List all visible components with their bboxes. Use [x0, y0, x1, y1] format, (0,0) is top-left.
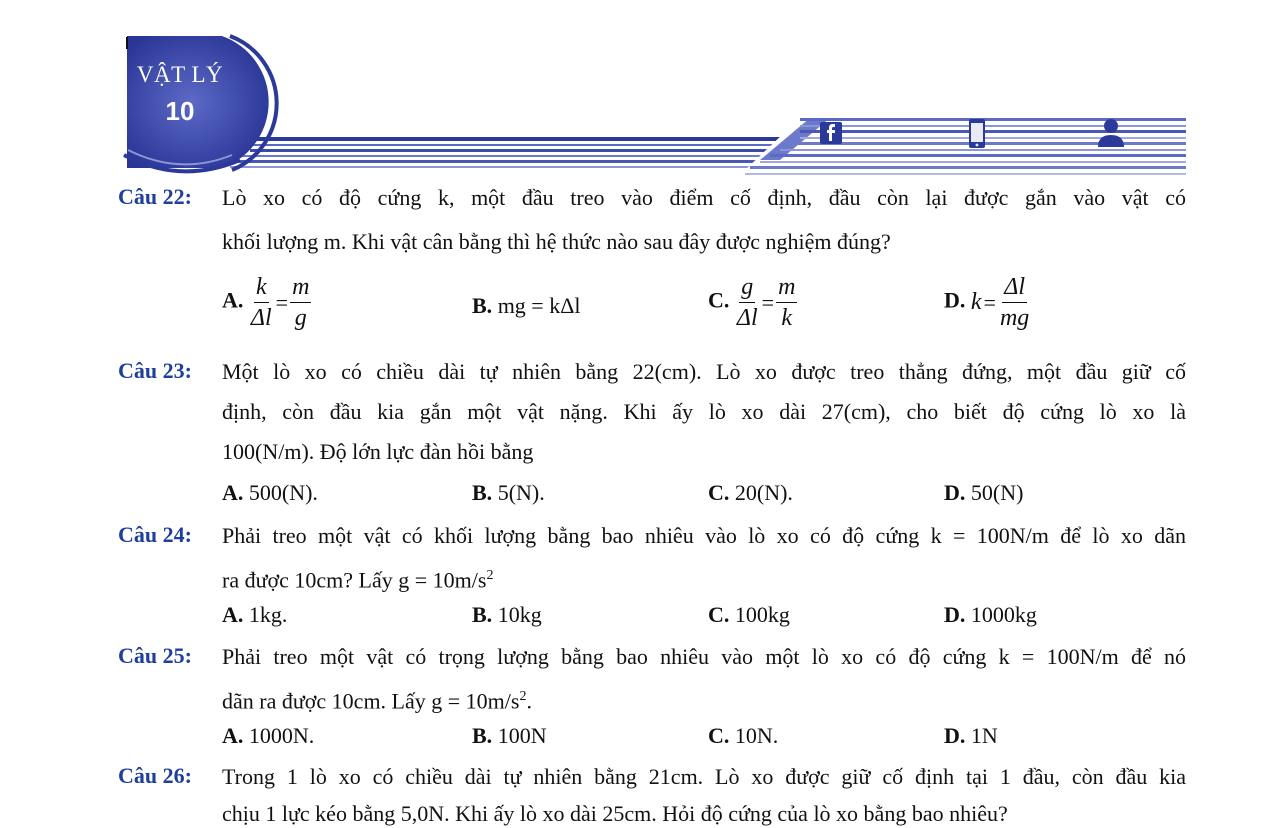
fraction — [735, 272, 760, 333]
option-text: 10kg — [497, 602, 542, 627]
question-text-line — [222, 683, 1186, 715]
option-letter: D. — [944, 723, 966, 748]
option-d[interactable] — [944, 272, 1031, 333]
question-text-line: Một lò xo có chiều dài tự nhiên bằng 22(cm). Lò xo được treo thẳng đứng, một đầu giữ cố — [222, 359, 1186, 384]
option-letter: A. — [222, 602, 244, 627]
equals-sign: = — [761, 289, 775, 315]
variable: k — [970, 289, 982, 315]
denominator: Δl — [250, 305, 272, 331]
option-a[interactable] — [222, 723, 314, 749]
option-a[interactable] — [222, 480, 318, 506]
question-number: Câu 24: — [118, 522, 192, 547]
option-letter: D. — [944, 480, 966, 505]
question-number: Câu 25: — [118, 643, 192, 668]
superscript: 2 — [519, 689, 527, 704]
question-text-line: 100(N/m). Độ lớn lực đàn hồi bằng — [222, 439, 534, 464]
fraction — [249, 272, 274, 333]
option-letter: D. — [944, 287, 966, 313]
question-text-line: Trong 1 lò xo có chiều dài tự nhiên bằng 21cm. Lò xo được giữ cố định tại 1 đầu, còn đầu kia — [222, 764, 1186, 789]
option-letter: C. — [708, 287, 730, 313]
numerator: m — [776, 272, 797, 303]
option-a[interactable] — [222, 272, 311, 333]
option-b[interactable] — [472, 480, 545, 506]
fraction — [290, 272, 311, 333]
text: . — [526, 688, 532, 714]
page-header — [0, 0, 1275, 185]
question-number: Câu 26: — [118, 763, 192, 788]
equals-sign: = — [983, 289, 996, 315]
option-letter: C. — [708, 723, 730, 748]
option-letter: D. — [944, 602, 966, 627]
phone-icon[interactable] — [966, 118, 988, 150]
question-number: Câu 22: — [118, 184, 192, 209]
question-text-line: Lò xo có độ cứng k, một đầu treo vào điểm cố định, đầu còn lại được gắn vào vật có — [222, 185, 1186, 210]
option-text: 100N — [497, 723, 547, 748]
option-text: 500(N). — [248, 480, 318, 505]
option-letter: C. — [708, 480, 730, 505]
question-text-line: chịu 1 lực kéo bằng 5,0N. Khi ấy lò xo dài 25cm. Hỏi độ cứng của lò xo bằng bao nhiêu? — [222, 801, 1008, 826]
option-c[interactable] — [708, 602, 790, 628]
facebook-icon[interactable] — [819, 121, 845, 147]
header-stripes — [0, 0, 1275, 185]
fraction — [776, 272, 797, 333]
option-text: 1000kg — [970, 602, 1037, 627]
option-c[interactable] — [708, 272, 797, 333]
option-letter: C. — [708, 602, 730, 627]
option-letter: B. — [472, 293, 493, 318]
denominator: g — [294, 305, 307, 331]
subject-title: VẬT LÝ — [136, 62, 224, 87]
numerator: m — [290, 272, 311, 303]
superscript: 2 — [486, 568, 494, 583]
option-letter: B. — [472, 480, 493, 505]
option-letter: B. — [472, 723, 493, 748]
question-text-line: Phải treo một vật có khối lượng bằng bao nhiêu vào lò xo có độ cứng k = 100N/m để lò xo dãn — [222, 523, 1186, 548]
option-c[interactable] — [708, 723, 778, 749]
option-b[interactable] — [472, 602, 542, 628]
denominator: mg — [999, 305, 1030, 331]
option-letter: A. — [222, 480, 244, 505]
option-text: 1kg. — [248, 602, 288, 627]
option-c[interactable] — [708, 480, 793, 506]
numerator: k — [254, 272, 269, 303]
option-text: mg = kΔl — [497, 293, 581, 318]
fraction — [998, 272, 1031, 333]
question-text-line: định, còn đầu kia gắn một vật nặng. Khi ấy lò xo dài 27(cm), cho biết độ cứng lò xo là — [222, 399, 1186, 424]
option-d[interactable] — [944, 602, 1037, 628]
option-text: 100kg — [734, 602, 790, 627]
option-text: 10N. — [734, 723, 779, 748]
question-text-line — [222, 562, 1186, 594]
option-letter: A. — [222, 287, 244, 313]
option-text: 50(N) — [970, 480, 1024, 505]
option-letter: B. — [472, 602, 493, 627]
option-d[interactable] — [944, 480, 1023, 506]
user-icon[interactable] — [1096, 117, 1126, 149]
option-a[interactable] — [222, 602, 287, 628]
text: ra được 10cm? Lấy g = 10m/s — [222, 567, 487, 593]
question-text-line: khối lượng m. Khi vật cân bằng thì hệ thức nào sau đây được nghiệm đúng? — [222, 229, 891, 254]
question-number: Câu 23: — [118, 358, 192, 383]
numerator: Δl — [1002, 272, 1027, 303]
option-text: 1N — [970, 723, 998, 748]
denominator: k — [781, 305, 793, 331]
option-text: 1000N. — [248, 723, 315, 748]
denominator: Δl — [736, 305, 758, 331]
option-d[interactable] — [944, 723, 998, 749]
numerator: g — [739, 272, 755, 303]
option-text: 5(N). — [497, 480, 545, 505]
option-b[interactable] — [472, 723, 547, 749]
option-letter: A. — [222, 723, 244, 748]
option-text: 20(N). — [734, 480, 793, 505]
text: dãn ra được 10cm. Lấy g = 10m/s — [222, 688, 520, 714]
equals-sign: = — [275, 289, 289, 315]
option-b[interactable] — [472, 293, 580, 319]
question-text-line: Phải treo một vật có trọng lượng bằng bao nhiêu vào một lò xo có độ cứng k = 100N/m để nó — [222, 644, 1186, 669]
grade-number: 10 — [165, 96, 195, 126]
